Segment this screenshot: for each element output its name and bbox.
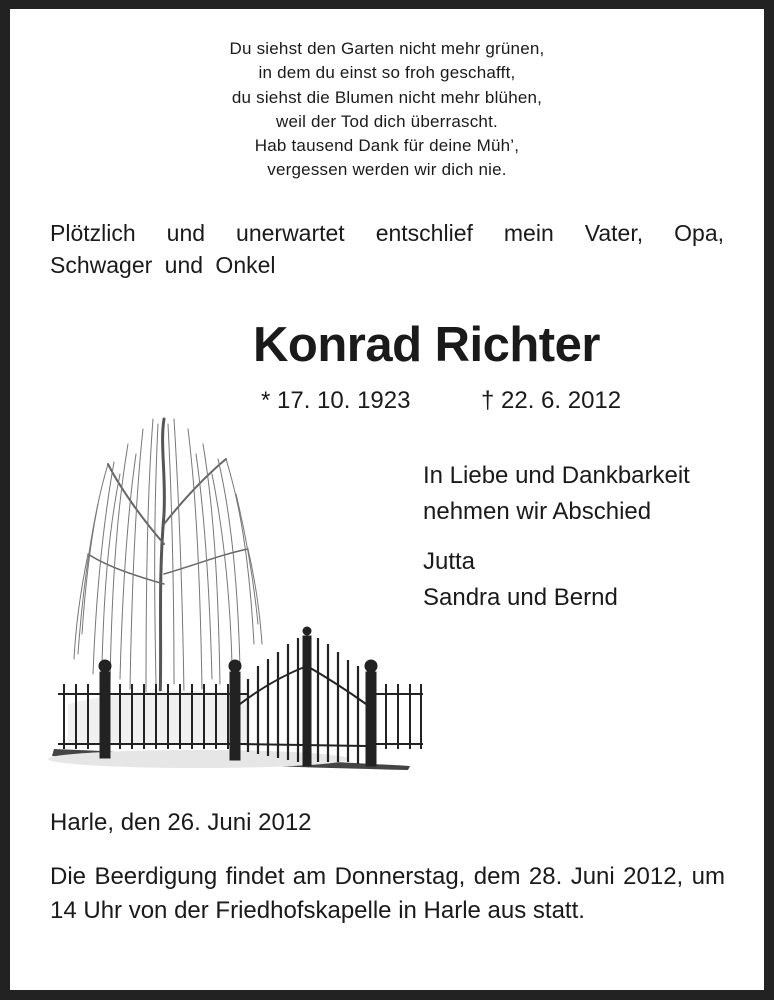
death-date: † 22. 6. 2012 (481, 387, 622, 414)
poem-line: Du siehst den Garten nicht mehr grünen, (229, 39, 545, 58)
poem-line: Hab tausend Dank für deine Müh’, (254, 136, 520, 156)
farewell-line: In Liebe und Dankbarkeit (423, 462, 690, 489)
willow-gate-illustration (48, 404, 428, 774)
poem-line: in dem du einst so froh geschafft, (258, 63, 516, 83)
poem-line: weil der Tod dich überrascht. (276, 111, 498, 131)
birth-date: * 17. 10. 1923 (261, 387, 411, 414)
mourner-name: Jutta (423, 548, 476, 575)
mourners (423, 544, 618, 616)
farewell-line: nehmen wir Abschied (423, 498, 652, 525)
place-and-date: Harle, den 26. Juni 2012 (50, 809, 312, 836)
farewell-text (423, 458, 690, 530)
obituary-card (10, 9, 764, 990)
funeral-notice: Die Beerdigung findet am Donnerstag, dem 28. Juni 2012, um 14 Uhr von der Friedhofskapelle in Harle aus statt. (50, 863, 725, 924)
mourner-name: Sandra und Bernd (423, 584, 618, 611)
intro-text: Plötzlich und unerwartet entschlief mein Vater, Opa, Schwager und Onkel (50, 220, 724, 278)
poem (10, 37, 764, 183)
poem-line: du siehst die Blumen nicht mehr blühen, (231, 87, 543, 107)
deceased-name: Konrad Richter (253, 318, 600, 372)
poem-line: vergessen werden wir dich nie. (267, 160, 507, 180)
